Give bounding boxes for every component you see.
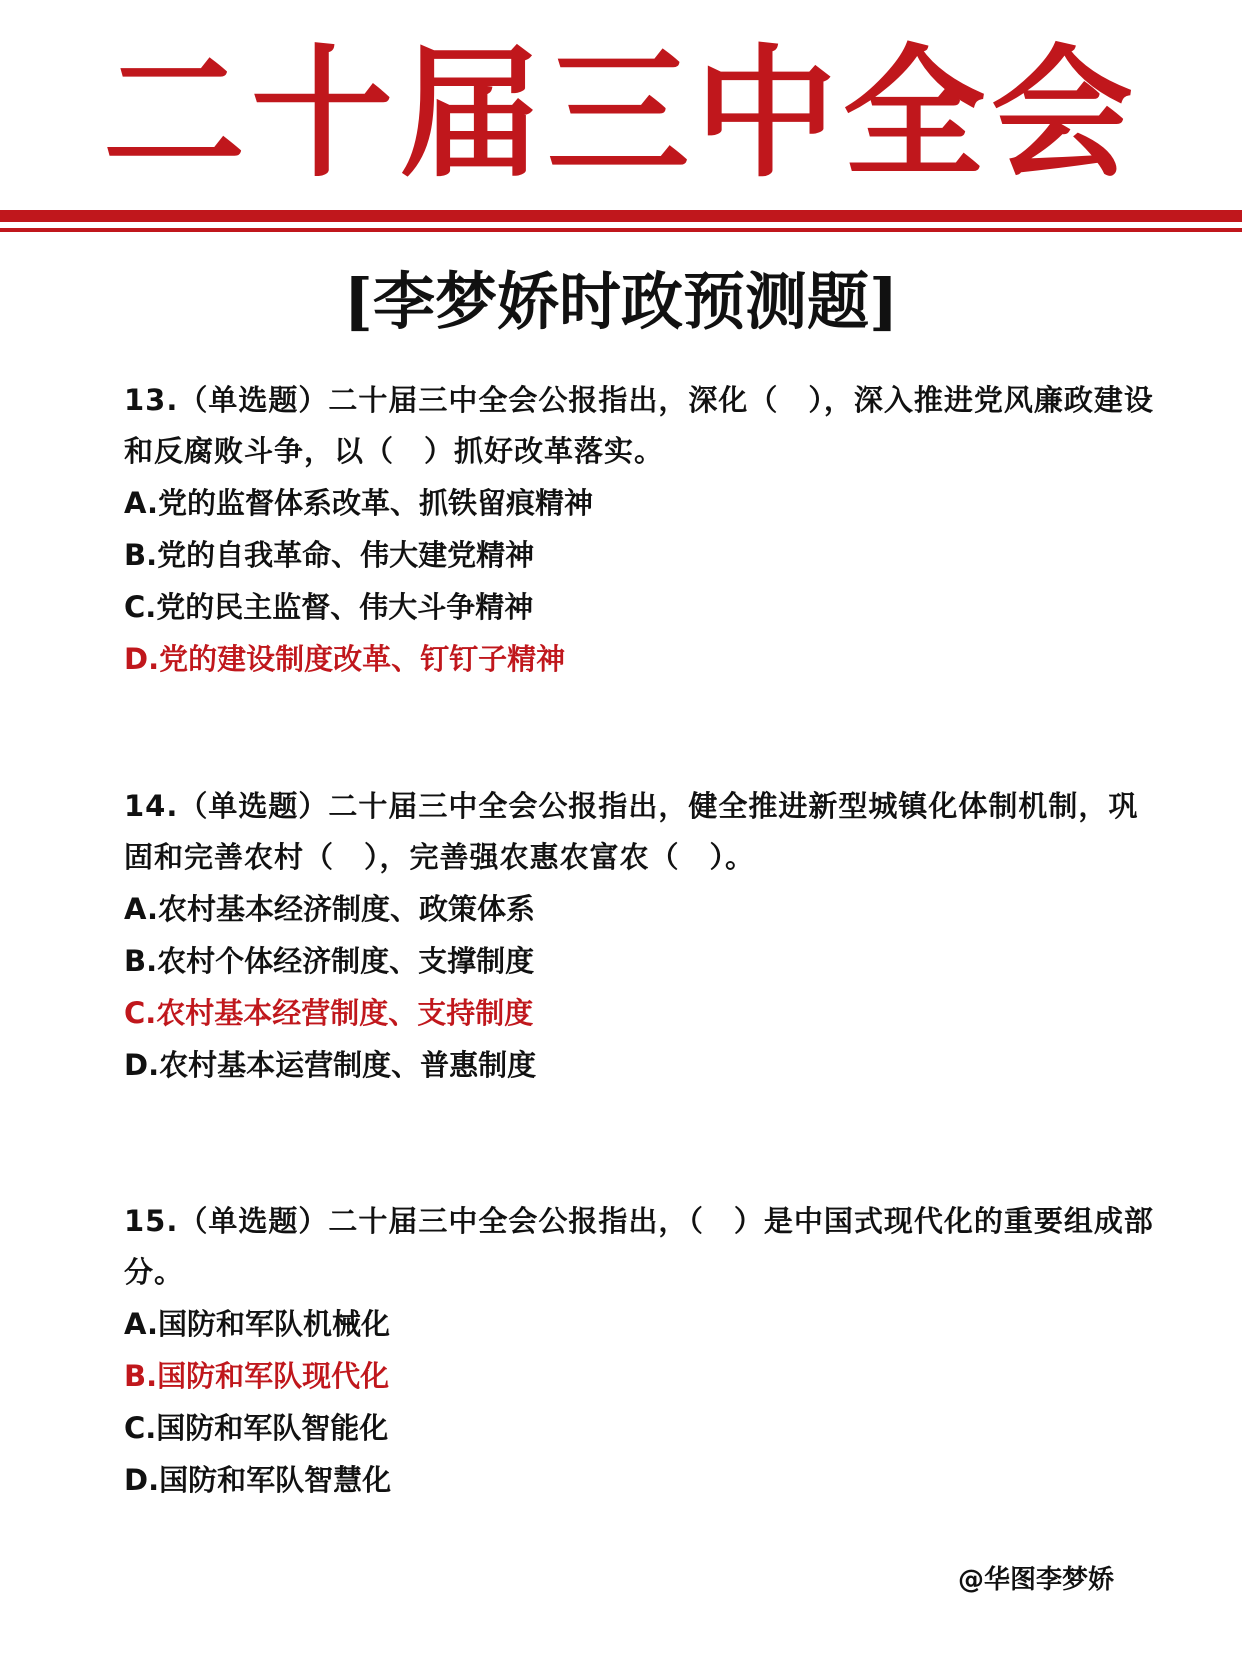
- question-stem: 13.（单选题）二十届三中全会公报指出，深化（ ），深入推进党风廉政建设和反腐败斗争，以（ ）抓好改革落实。: [124, 383, 1154, 468]
- option-a: A.农村基本经济制度、政策体系: [124, 892, 535, 926]
- title-divider-thick: [0, 210, 1242, 222]
- option-c: C.农村基本经营制度、支持制度: [124, 996, 534, 1030]
- option-b: B.党的自我革命、伟大建党精神: [124, 538, 535, 572]
- option-b: B.国防和军队现代化: [124, 1359, 390, 1393]
- option-a: A.党的监督体系改革、抓铁留痕精神: [124, 486, 593, 520]
- question-15: [124, 1196, 1154, 1506]
- option-d: D.国防和军队智慧化: [124, 1463, 392, 1497]
- question-stem: 14.（单选题）二十届三中全会公报指出，健全推进新型城镇化体制机制，巩固和完善农村（ ），完善强农惠农富农（ ）。: [124, 789, 1139, 874]
- question-stem: 15.（单选题）二十届三中全会公报指出，（ ）是中国式现代化的重要组成部分。: [124, 1204, 1154, 1289]
- option-a: A.国防和军队机械化: [124, 1307, 390, 1341]
- option-b: B.农村个体经济制度、支撑制度: [124, 944, 535, 978]
- option-d: D.党的建设制度改革、钉钉子精神: [124, 642, 566, 676]
- subtitle: [李梦娇时政预测题]: [343, 265, 899, 338]
- main-title: 二十届三中全会: [103, 32, 1139, 197]
- option-d: D.农村基本运营制度、普惠制度: [124, 1048, 537, 1082]
- author-watermark: @华图李梦娇: [957, 1565, 1114, 1595]
- title-divider-thin: [0, 228, 1242, 232]
- option-c: C.国防和军队智能化: [124, 1411, 389, 1445]
- option-c: C.党的民主监督、伟大斗争精神: [124, 590, 534, 624]
- question-14: [124, 781, 1154, 1091]
- question-13: [124, 375, 1154, 685]
